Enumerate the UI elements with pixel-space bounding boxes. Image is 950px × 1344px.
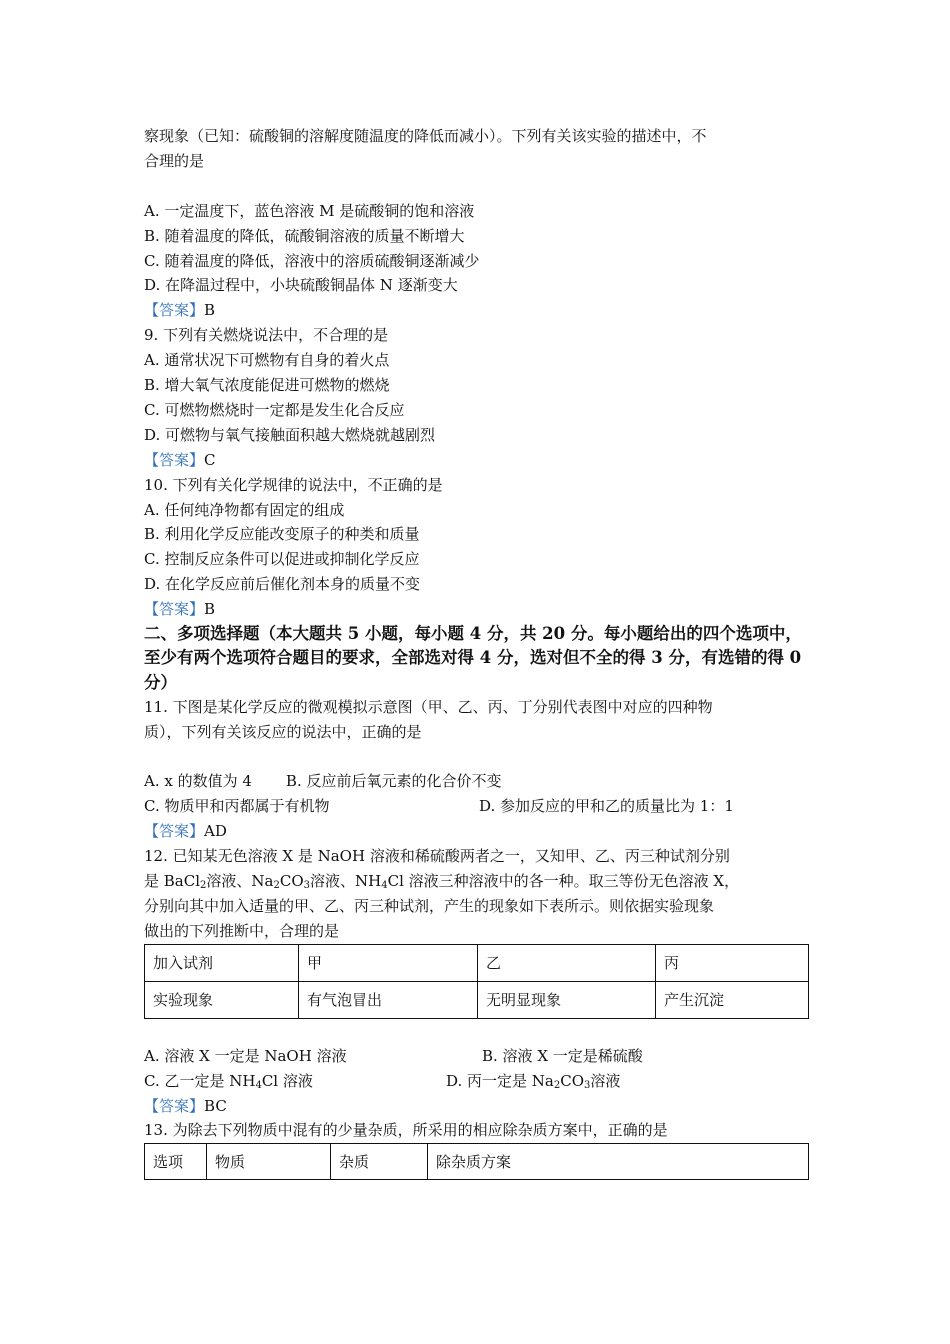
q8-stem-line1: 察现象（已知：硫酸铜的溶解度随温度的降低而减小）。下列有关该实验的描述中，不: [144, 127, 707, 145]
q13-table: [144, 1143, 809, 1180]
q8-option-d: D. 在降温过程中，小块硫酸铜晶体 N 逐渐变大: [144, 276, 458, 295]
table-cell: 乙: [478, 944, 656, 981]
answer-value: B: [204, 301, 216, 320]
answer-value: AD: [204, 822, 227, 841]
table-cell: 实验现象: [145, 981, 299, 1018]
q12-option-b: B. 溶液 X 一定是稀硫酸: [482, 1046, 643, 1065]
table-cell: 物质: [207, 1144, 331, 1180]
q11-option-c: C. 物质甲和丙都属于有机物: [144, 797, 330, 816]
q8-stem-line2: 合理的是: [144, 151, 205, 170]
q8-option-c: C. 随着温度的降低，溶液中的溶质硫酸铜逐渐减少: [144, 251, 480, 270]
q9-option-c: C. 可燃物燃烧时一定都是发生化合反应: [144, 400, 405, 419]
q10-option-a: A. 任何纯净物都有固定的组成: [144, 500, 345, 519]
table-cell: 杂质: [331, 1144, 428, 1180]
q8-option-a: A. 一定温度下，蓝色溶液 M 是硫酸铜的饱和溶液: [144, 201, 475, 220]
answer-tag: 【答案】: [144, 600, 205, 619]
table-cell: 加入试剂: [145, 944, 299, 981]
q12-option-d: [446, 1069, 620, 1094]
q12-line3: 分别向其中加入适量的甲、乙、丙三种试剂，产生的现象如下表所示。则依据实验现象: [144, 896, 715, 915]
answer-value: B: [204, 600, 216, 619]
q9-option-d: D. 可燃物与氧气接触面积越大燃烧就越剧烈: [144, 425, 436, 444]
table-cell: 除杂质方案: [428, 1144, 809, 1180]
table-cell: 甲: [299, 944, 478, 981]
subscript: 4: [255, 1079, 262, 1091]
subscript: 2: [553, 1079, 561, 1091]
text: D. 丙一定是 Na: [446, 1071, 554, 1090]
subscript: 2: [273, 880, 280, 892]
answer-value: C: [204, 450, 216, 469]
text: C. 乙一定是 NH: [144, 1071, 256, 1090]
text: Cl 溶液三种溶液中的各一种。取三等份无色溶液 X，: [387, 872, 740, 891]
table-row: [145, 1144, 809, 1180]
q11-option-d: D. 参加反应的甲和乙的质量比为 1：1: [479, 797, 734, 816]
q12-options-ab: [144, 1044, 809, 1069]
q12-options-cd: [144, 1069, 809, 1094]
subscript: 2: [200, 880, 207, 892]
q12-line1: 12. 已知某无色溶液 X 是 NaOH 溶液和稀硫酸两者之一，又知甲、乙、丙三种试剂分别: [144, 847, 730, 866]
q10-option-c: C. 控制反应条件可以促进或抑制化学反应: [144, 550, 420, 569]
text: 溶液: [590, 1071, 621, 1090]
answer-tag: 【答案】: [144, 450, 205, 469]
q11-option-a: A. x 的数值为 4: [144, 772, 252, 791]
text: 溶液、Na: [206, 872, 274, 891]
text: CO: [560, 1071, 585, 1090]
q10-option-b: B. 利用化学反应能改变原子的种类和质量: [144, 525, 420, 544]
section2-heading: 二、多项选择题（本大题共 5 小题，每小题 4 分，共 20 分。每小题给出的四个选项中，至少有两个选项符合题目的要求，全部选对得 4 分，选对但不全的得 3 分，有选错的得 0 分）: [144, 624, 802, 692]
q12-option-c: [144, 1069, 446, 1094]
q11-options-cd: [144, 794, 809, 819]
answer-tag: 【答案】: [144, 301, 205, 320]
q11-answer: [144, 819, 809, 844]
text: 是 BaCl: [144, 872, 201, 891]
q12-table: [144, 944, 809, 1019]
exam-page: [144, 124, 809, 1180]
q12-line4: 做出的下列推断中，合理的是: [144, 921, 340, 940]
q9-stem: 9. 下列有关燃烧说法中，不合理的是: [144, 326, 389, 345]
subscript: 3: [303, 880, 310, 892]
table-cell: 选项: [145, 1144, 207, 1180]
q12-option-a: A. 溶液 X 一定是 NaOH 溶液: [144, 1046, 347, 1065]
answer-tag: 【答案】: [144, 822, 205, 841]
table-cell: 丙: [656, 944, 809, 981]
q10-stem: 10. 下列有关化学规律的说法中，不正确的是: [144, 475, 443, 494]
table-cell: 有气泡冒出: [299, 981, 478, 1018]
q11-stem-line1: 11. 下图是某化学反应的微观模拟示意图（甲、乙、丙、丁分别代表图中对应的四种物: [144, 697, 713, 716]
q13-stem: 13. 为除去下列物质中混有的少量杂质，所采用的相应除杂质方案中，正确的是: [144, 1121, 668, 1140]
q10-option-d: D. 在化学反应前后催化剂本身的质量不变: [144, 575, 421, 594]
q11-options-ab: [144, 769, 809, 794]
text: 溶液、NH: [310, 872, 382, 891]
q12-answer: [144, 1094, 809, 1119]
q12-line2: [144, 869, 809, 894]
table-row: [145, 981, 809, 1018]
text: CO: [279, 872, 304, 891]
q8-option-b: B. 随着温度的降低，硫酸铜溶液的质量不断增大: [144, 226, 465, 245]
table-row: [145, 944, 809, 981]
subscript: 4: [381, 880, 388, 892]
q10-answer: [144, 597, 809, 622]
answer-value: BC: [204, 1096, 227, 1115]
q9-option-b: B. 增大氧气浓度能促进可燃物的燃烧: [144, 376, 390, 395]
q11-stem-line2: 质），下列有关该反应的说法中，正确的是: [144, 722, 422, 741]
subscript: 3: [584, 1079, 591, 1091]
answer-tag: 【答案】: [144, 1096, 205, 1115]
table-cell: 产生沉淀: [656, 981, 809, 1018]
table-cell: 无明显现象: [478, 981, 656, 1018]
q9-answer: [144, 448, 809, 473]
text: Cl 溶液: [261, 1071, 313, 1090]
q8-answer: [144, 298, 809, 323]
q11-option-b: B. 反应前后氧元素的化合价不变: [285, 772, 502, 791]
q9-option-a: A. 通常状况下可燃物有自身的着火点: [144, 351, 390, 370]
